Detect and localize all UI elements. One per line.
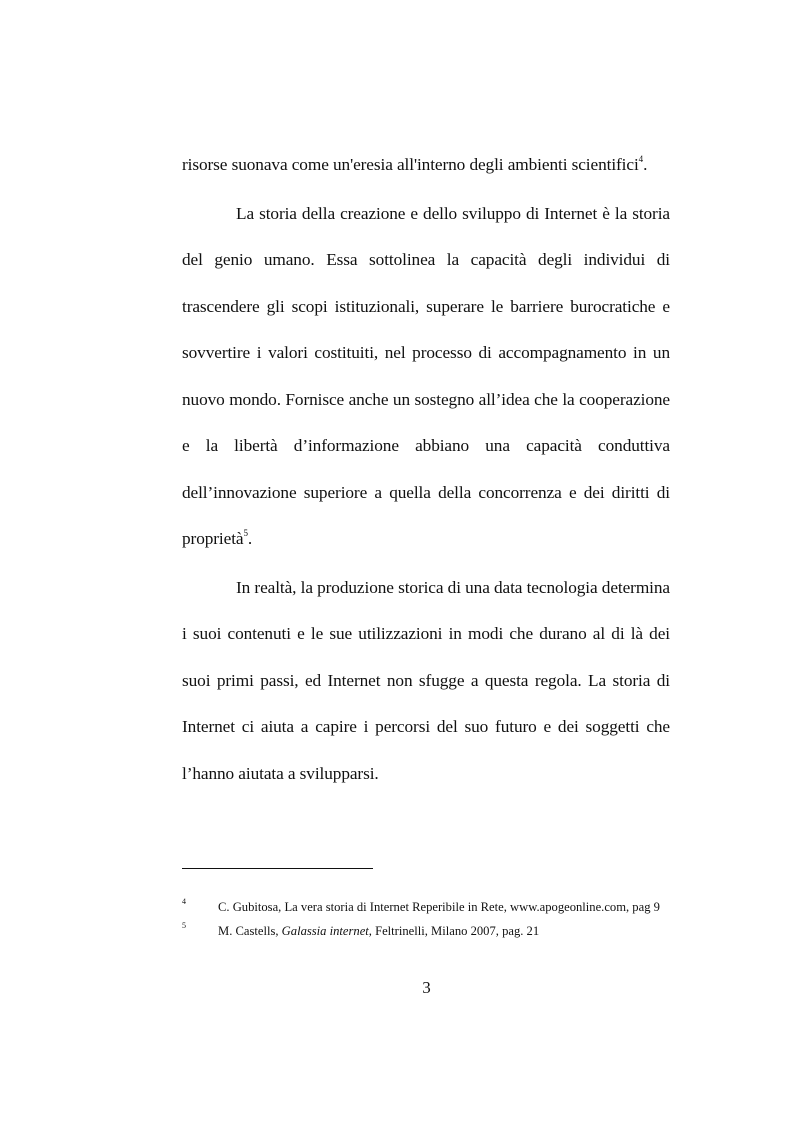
footnote-rest: Feltrinelli, Milano 2007, pag. 21 — [371, 924, 540, 938]
footnote-reference[interactable]: 5 — [243, 528, 248, 538]
paragraph — [182, 565, 670, 798]
sentence-end: . — [247, 529, 253, 548]
paragraph-text: La storia della creazione e dello sviluppo di Internet è la storia del genio umano. Essa sottolinea la capacità degli individui di trascendere gli scopi istituzionali, superare le barriere burocratiche e sovvertire i valori costituiti, nel processo di accompagnamento in un nuovo mondo. Fornisce anche un sostegno all’idea che la cooperazione e la libertà d’informazione abbiano una capacità conduttiva dell’innovazione superiore a quella della concorrenza e dei diritti di proprietà — [182, 203, 670, 548]
footnotes — [182, 895, 672, 943]
main-text — [182, 142, 670, 797]
footnote-author: M. Castells, — [218, 924, 282, 938]
footnote — [182, 919, 672, 943]
footnote-text — [218, 919, 539, 943]
footnote-number: 5 — [182, 921, 186, 930]
footnote-text: C. Gubitosa, La vera storia di Internet Reperibile in Rete, www.apogeonline.com, pag 9 — [218, 900, 660, 914]
page-number: 3 — [422, 978, 431, 997]
paragraph — [182, 191, 670, 565]
footnote-number: 4 — [182, 897, 186, 906]
footnote-separator — [182, 868, 373, 869]
paragraph-text: risorse suonava come un'eresia all'interno degli ambienti scientifici — [182, 155, 639, 174]
footnote-reference[interactable]: 4 — [638, 154, 644, 164]
sentence-end: . — [643, 155, 648, 174]
footnote-title: Galassia internet, — [281, 924, 372, 938]
footnote — [182, 895, 672, 919]
paragraph-text: In realtà, la produzione storica di una data tecnologia determina i suoi contenuti e le sue utilizzazioni in modi che durano al di là dei suoi primi passi, ed Internet non sfugge a questa regola. La storia di Internet ci aiuta a capire i percorsi del suo futuro e dei soggetti che l’hanno aiutata a svilupparsi. — [182, 577, 670, 783]
paragraph-continuation — [182, 142, 670, 191]
